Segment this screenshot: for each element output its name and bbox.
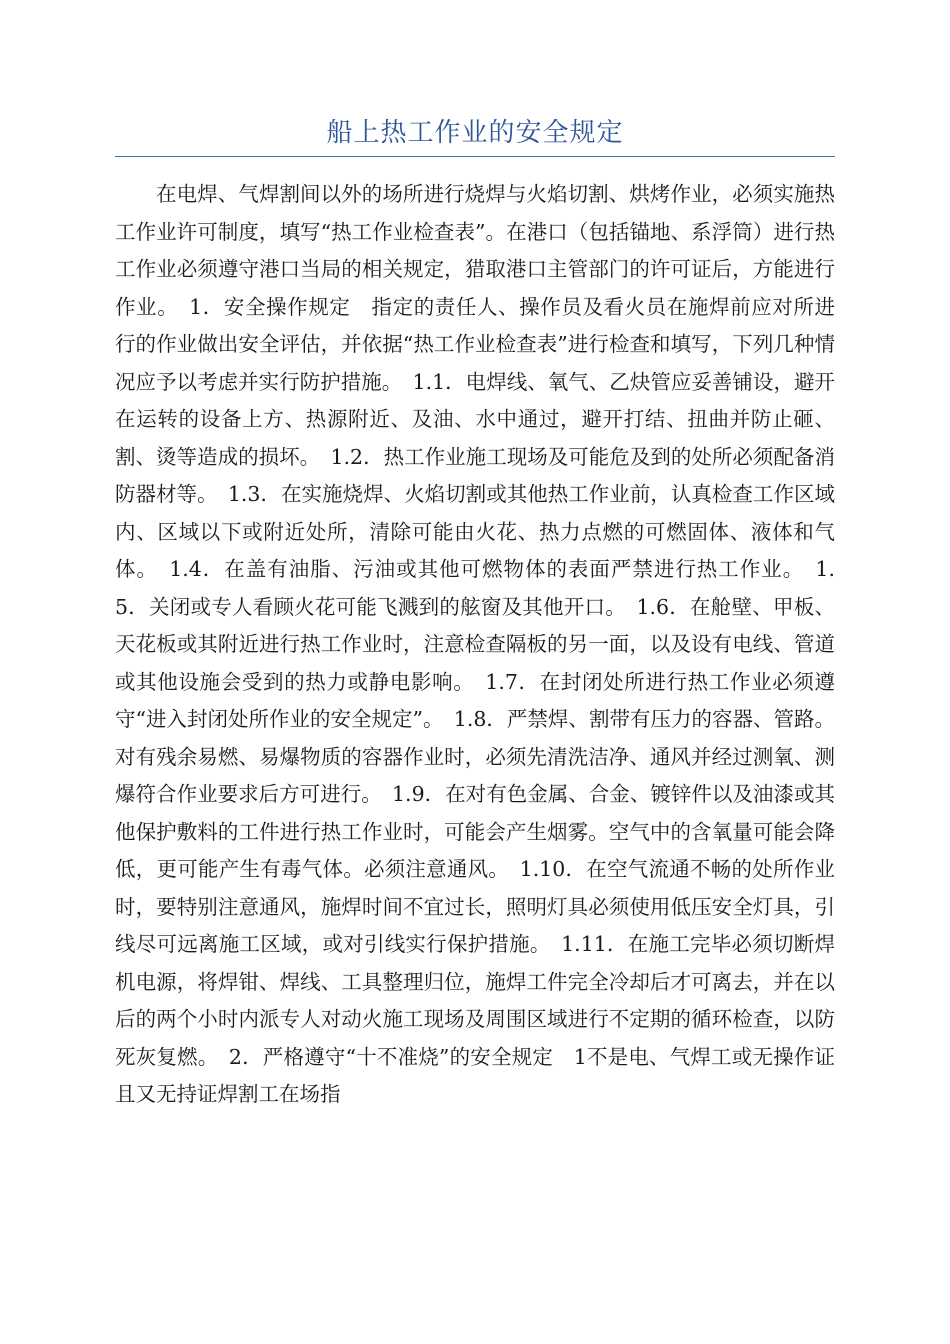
title-header (115, 110, 835, 157)
document-body: 在电焊、气焊割间以外的场所进行烧焊与火焰切割、烘烤作业，必须实施热工作业许可制度，填写“热工作业检查表”。在港口（包括锚地、系浮筒）进行热工作业必须遵守港口当局的相关规定，猎取港口主管部门的许可证后，方能进行作业。 1．安全操作规定 指定的责任人、操作员及看火员在施焊前应对所进行的作业做出安全评估，并依据“热工作业检查表”进行检查和填写，下列几种情况应予以考虑并实行防护措施。 1.1．电焊线、氧气、乙炔管应妥善铺设，避开在运转的设备上方、热源附近、及油、水中通过，避开打结、扭曲并防止砸、割、烫等造成的损坏。 1.2．热工作业施工现场及可能危及到的处所必须配备消防器材等。 1.3．在实施烧焊、火焰切割或其他热工作业前，认真检查工作区域内、区域以下或附近处所，清除可能由火花、热力点燃的可燃固体、液体和气体。 1.4．在盖有油脂、污油或其他可燃物体的表面严禁进行热工作业。 1.5．关闭或专人看顾火花可能飞溅到的舷窗及其他开口。 1.6．在舱壁、甲板、天花板或其附近进行热工作业时，注意检查隔板的另一面，以及设有电线、管道或其他设施会受到的热力或静电影响。 1.7．在封闭处所进行热工作业必须遵守“进入封闭处所作业的安全规定”。 1.8．严禁焊、割带有压力的容器、管路。对有残余易燃、易爆物质的容器作业时，必须先清洗洁净、通风并经过测氧、测爆符合作业要求后方可进行。 1.9．在对有色金属、合金、镀锌件以及油漆或其他保护敷料的工件进行热工作业时，可能会产生烟雾。空气中的含氧量可能会降低，更可能产生有毒气体。必须注意通风。 1.10．在空气流通不畅的处所作业时，要特别注意通风，施焊时间不宜过长，照明灯具必须使用低压安全灯具，引线尽可远离施工区域，或对引线实行保护措施。 1.11．在施工完毕必须切断焊机电源，将焊钳、焊线、工具整理归位，施焊工件完全冷却后才可离去，并在以后的两个小时内派专人对动火施工现场及周围区域进行不定期的循环检查，以防死灰复燃。 2．严格遵守“十不准烧”的安全规定 1不是电、气焊工或无操作证且又无持证焊割工在场指 (115, 182, 835, 1106)
document-title: 船上热工作业的安全规定 (326, 118, 624, 148)
